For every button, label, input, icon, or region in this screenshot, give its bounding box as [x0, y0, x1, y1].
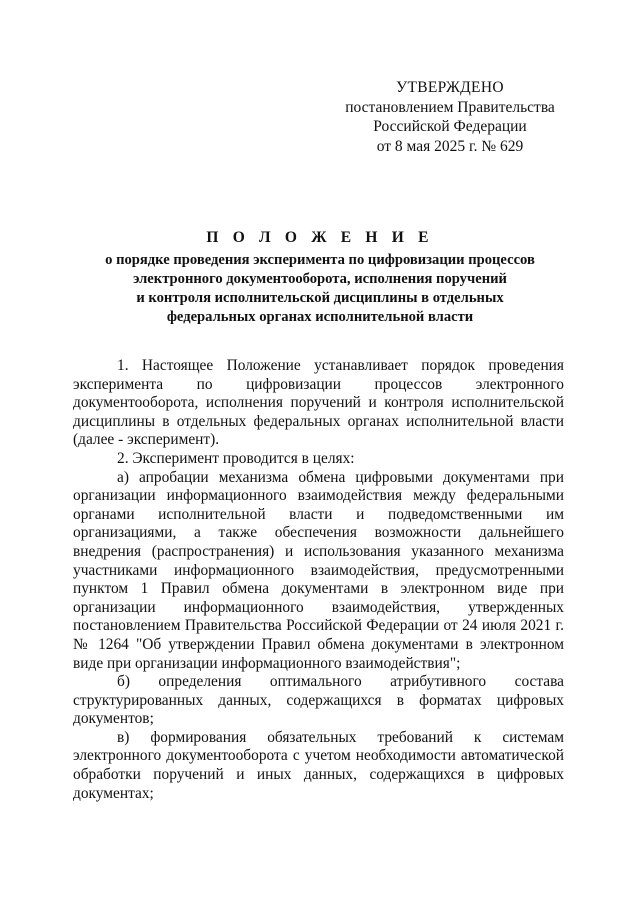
subtitle-line: электронного документооборота, исполнения поручений — [133, 271, 507, 287]
approval-line-3: от 8 мая 2025 г. № 629 — [376, 137, 524, 155]
approval-stamp — [340, 78, 560, 156]
subtitle-line: о порядке проведения эксперимента по цифровизации процессов — [105, 252, 535, 268]
approval-heading: УТВЕРЖДЕНО — [396, 79, 504, 96]
subtitle-line: и контроля исполнительской дисциплины в отдельных — [136, 290, 504, 306]
paragraph-2: 2. Эксперимент проводится в целях: — [117, 449, 355, 467]
approval-line-2: Российской Федерации — [373, 118, 527, 135]
paragraph-1: 1. Настоящее Положение устанавливает порядок проведения эксперимента по цифровизации процессов электронного документооборота, исполнения поручений и контроля исполнительской дисциплины в отдельных федеральных органах исполнительной власти (далее - эксперимент). — [73, 357, 564, 449]
document-body — [73, 357, 564, 803]
document-subtitle — [60, 251, 580, 327]
subtitle-line: федеральных органах исполнительной власти — [166, 309, 474, 325]
paragraph-2a: а) апробации механизма обмена цифровыми документами при организации информационного взаимодействия между федеральными органами исполнительной власти и подведомственными им организациями, а также обеспечения возможности дальнейшего внедрения (распространения) и использования указанного механизма участниками информационного взаимодействия, предусмотренными пунктом 1 Правил обмена документами в электронном виде при организации информационного взаимодействия, утвержденных постановлением Правительства Российской Федерации от 24 июля 2021 г. № 1264 "Об утверждении Правил обмена документами в электронном виде при организации информационного взаимодействия"; — [73, 468, 564, 672]
document-title: П О Л О Ж Е Н И Е — [206, 229, 434, 246]
paragraph-2b: б) определения оптимального атрибутивного состава структурированных данных, содержащихся в форматах цифровых документов; — [73, 673, 564, 728]
paragraph-2c: в) формирования обязательных требований к системам электронного документооборота с учетом необходимости автоматической обработки поручений и иных данных, содержащихся в цифровых документах; — [73, 728, 564, 802]
approval-line-1: постановлением Правительства — [345, 98, 555, 116]
